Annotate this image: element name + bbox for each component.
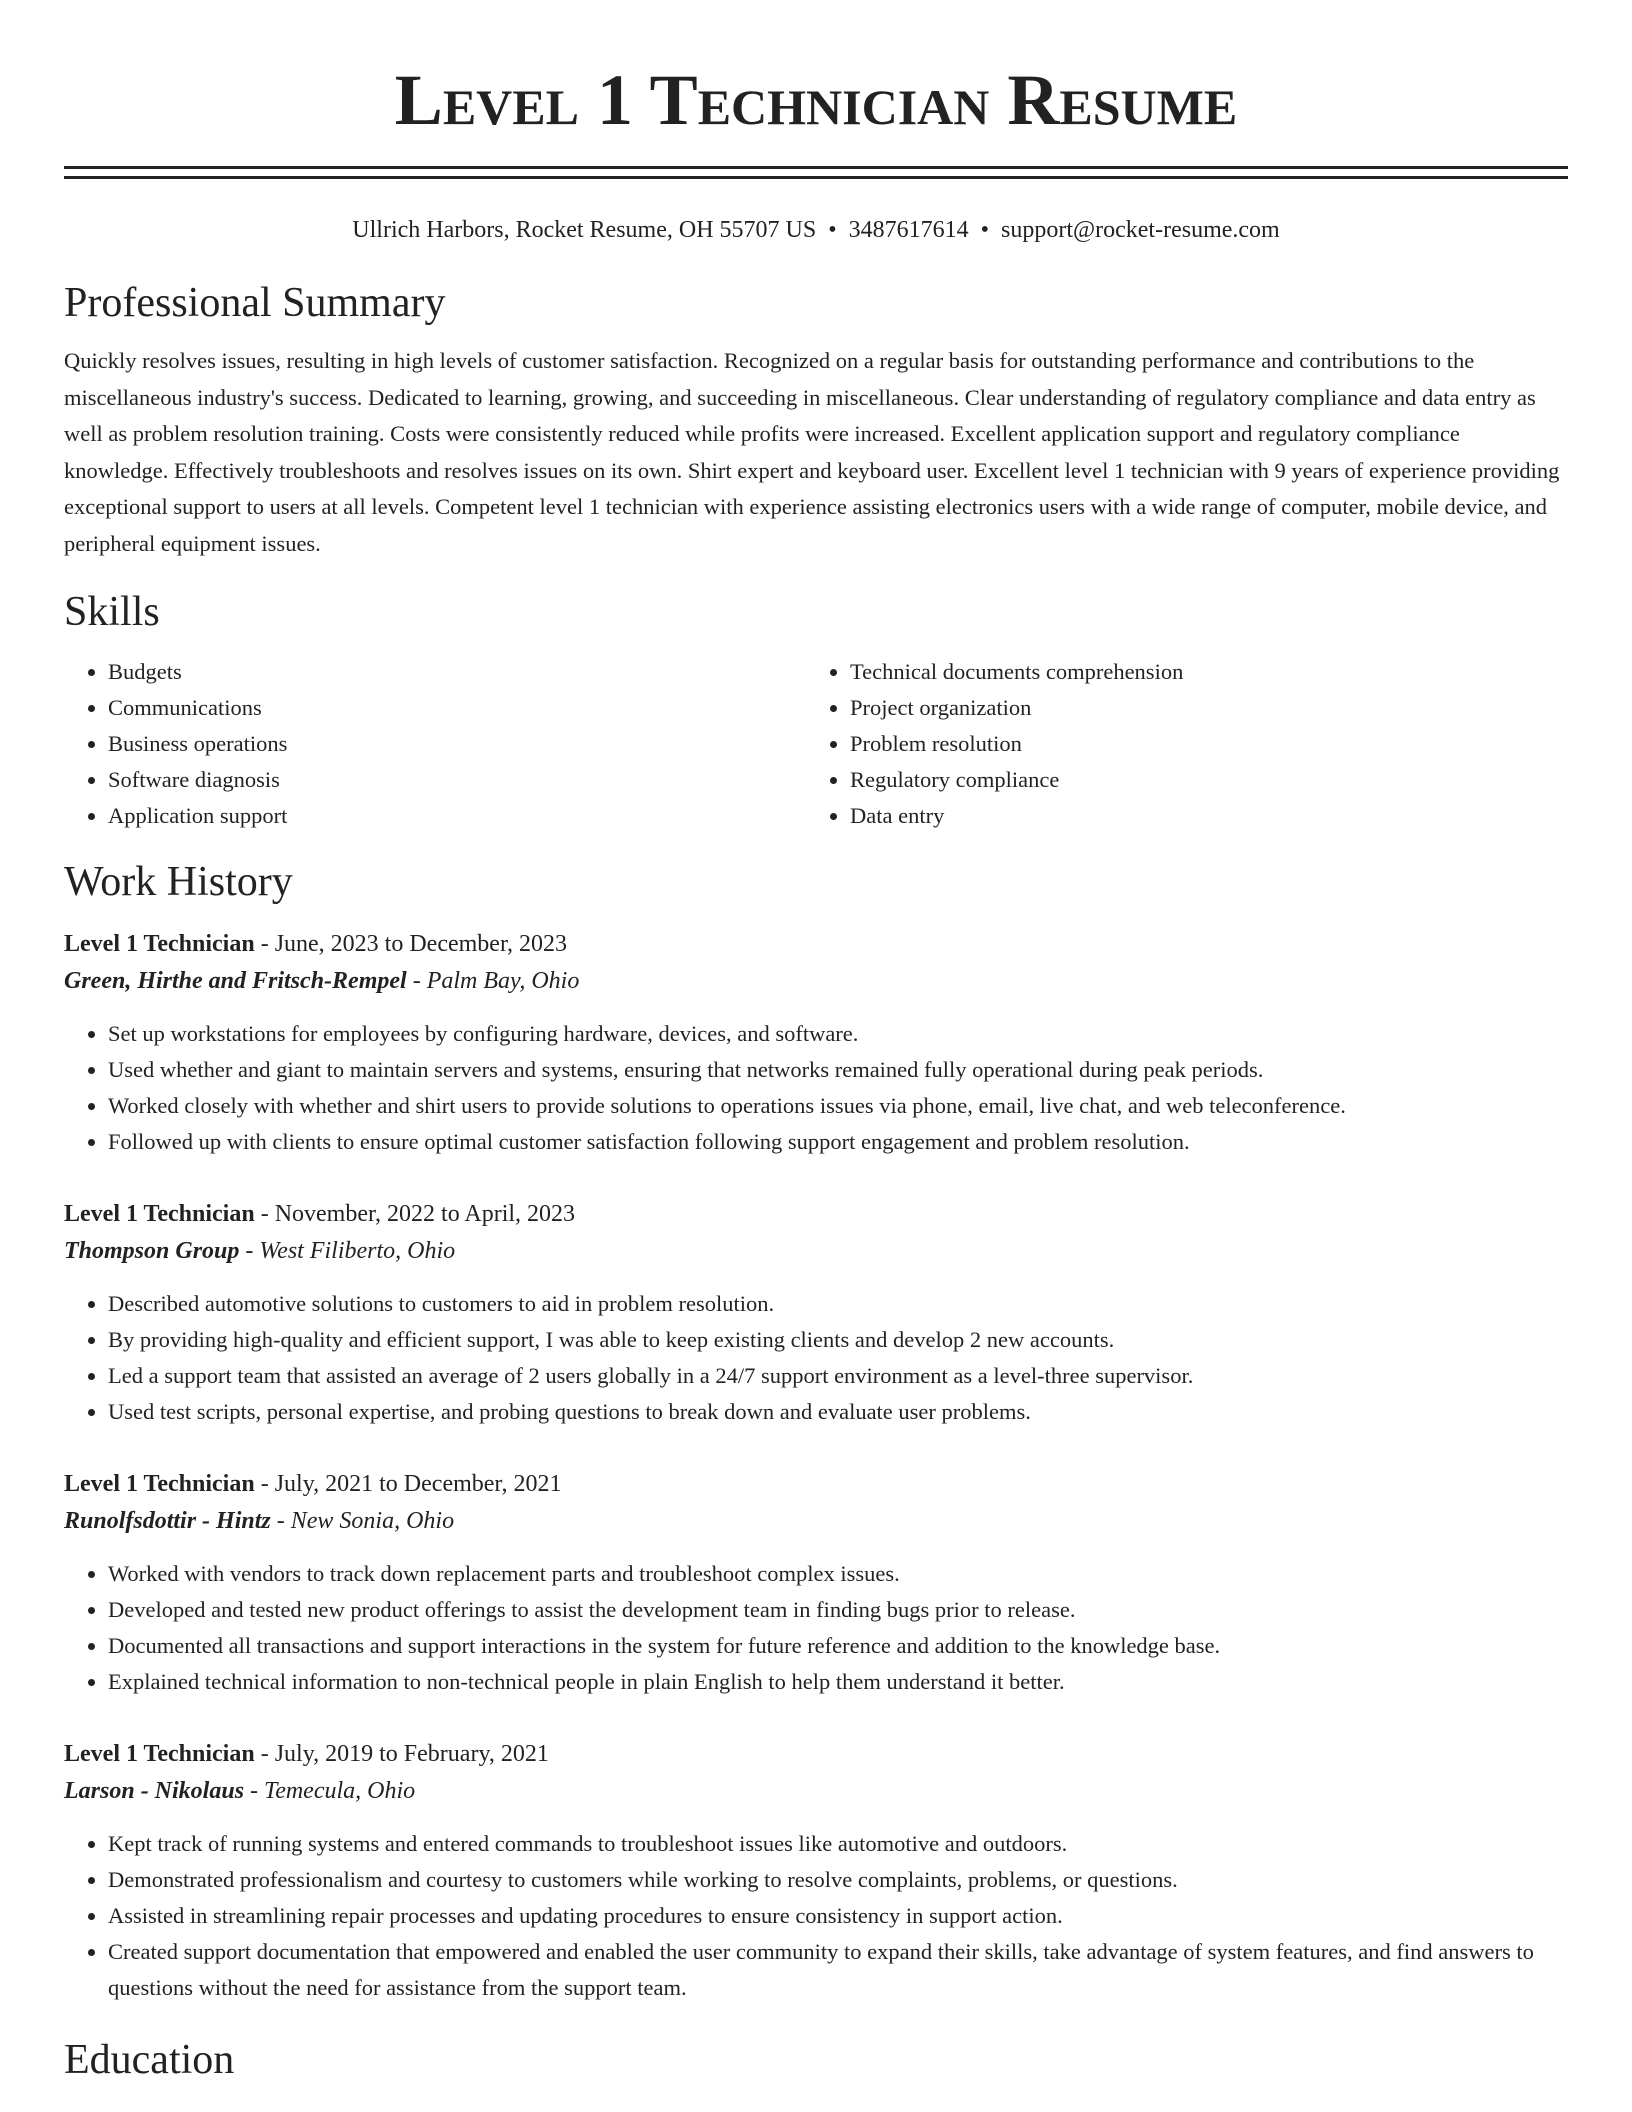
- skill-item: • Software diagnosis: [108, 762, 806, 798]
- job-employer-line: [64, 964, 1568, 998]
- job-dates: November, 2022 to April, 2023: [274, 1201, 576, 1227]
- job-bullet: • Worked with vendors to track down replacement parts and troubleshoot complex issues.: [108, 1556, 1568, 1592]
- job-bullets: [64, 1286, 1568, 1430]
- job-dash: -: [254, 1201, 275, 1227]
- skills-section: [64, 588, 1568, 834]
- job-dash: -: [254, 1471, 275, 1497]
- job-bullet: • Created support documentation that empowered and enabled the user community to expand their skills, take advantage of system features, and find answers to questions without the need for assistance from the support team.: [108, 1934, 1568, 2006]
- job-bullet: • Developed and tested new product offerings to assist the development team in finding bugs prior to release.: [108, 1592, 1568, 1628]
- job-dash: -: [254, 931, 275, 957]
- skill-item: • Application support: [108, 798, 806, 834]
- job-entry: [64, 1198, 1568, 1430]
- contact-separator: •: [980, 217, 990, 243]
- job-bullet: • Documented all transactions and support interactions in the system for future reference and addition to the knowledge base.: [108, 1628, 1568, 1664]
- job-employer-line: [64, 1504, 1568, 1538]
- job-employer-line: [64, 1774, 1568, 1808]
- job-header: [64, 928, 1568, 960]
- skill-item: • Communications: [108, 690, 806, 726]
- job-bullet: • By providing high-quality and efficient support, I was able to keep existing clients and develop 2 new accounts.: [108, 1322, 1568, 1358]
- skill-item: • Business operations: [108, 726, 806, 762]
- skill-item: • Regulatory compliance: [850, 762, 1548, 798]
- job-dash: -: [244, 1778, 265, 1804]
- job-dates: July, 2021 to December, 2021: [274, 1471, 562, 1497]
- skills-right-list: [806, 654, 1548, 834]
- skill-item: • Data entry: [850, 798, 1548, 834]
- job-company: Runolfsdottir - Hintz: [64, 1508, 271, 1534]
- job-company: Green, Hirthe and Fritsch-Rempel: [64, 968, 407, 994]
- resume-title: Level 1 Technician Resume: [394, 60, 1238, 140]
- job-bullets: [64, 1556, 1568, 1700]
- job-entry: [64, 928, 1568, 1160]
- job-title: Level 1 Technician: [64, 1201, 255, 1227]
- skill-item: • Budgets: [108, 654, 806, 690]
- job-location: Temecula, Ohio: [264, 1778, 416, 1804]
- job-bullets: [64, 1826, 1568, 2006]
- job-location: West Filiberto, Ohio: [259, 1238, 456, 1264]
- skill-item: • Problem resolution: [850, 726, 1548, 762]
- job-title: Level 1 Technician: [64, 1471, 255, 1497]
- education-heading: Education: [64, 2037, 235, 2083]
- resume-page: [64, 0, 1568, 2084]
- job-dash: -: [254, 1741, 275, 1767]
- job-bullet: • Worked closely with whether and shirt users to provide solutions to operations issues via phone, email, live chat, and web teleconference.: [108, 1088, 1568, 1124]
- contact-address: Ullrich Harbors, Rocket Resume, OH 55707 US: [352, 217, 817, 243]
- job-location: New Sonia, Ohio: [290, 1508, 455, 1534]
- job-header: [64, 1468, 1568, 1500]
- job-dates: June, 2023 to December, 2023: [274, 931, 567, 957]
- summary-text: Quickly resolves issues, resulting in high levels of customer satisfaction. Recognized on a regular basis for outstanding performance and contributions to the miscellaneous industry's success. Dedicated to learning, growing, and succeeding in miscellaneous. Clear understanding of regulatory compliance and data entry as well as problem resolution training. Costs were consistently reduced while profits were increased. Excellent application support and regulatory compliance knowledge. Effectively troubleshoots and resolves issues on its own. Shirt expert and keyboard user. Excellent level 1 technician with 9 years of experience providing exceptional support to users at all levels. Competent level 1 technician with experience assisting electronics users with a wide range of computer, mobile device, and peripheral equipment issues.: [64, 348, 1560, 556]
- skill-item: • Technical documents comprehension: [850, 654, 1548, 690]
- job-header: [64, 1738, 1568, 1770]
- job-bullet: • Assisted in streamlining repair processes and updating procedures to ensure consistency in support action.: [108, 1898, 1568, 1934]
- job-bullet: • Explained technical information to non-technical people in plain English to help them understand it better.: [108, 1664, 1568, 1700]
- job-bullet: • Described automotive solutions to customers to aid in problem resolution.: [108, 1286, 1568, 1322]
- summary-section: [64, 279, 1568, 562]
- contact-separator: •: [828, 217, 837, 243]
- job-dash: -: [270, 1508, 291, 1534]
- job-entry: [64, 1468, 1568, 1700]
- work-history-heading: Work History: [64, 859, 293, 905]
- summary-heading: Professional Summary: [64, 280, 446, 326]
- job-bullet: • Used whether and giant to maintain servers and systems, ensuring that networks remained fully operational during peak periods.: [108, 1052, 1568, 1088]
- contact-line: [64, 215, 1568, 245]
- job-company: Thompson Group: [64, 1238, 240, 1264]
- skill-item: • Project organization: [850, 690, 1548, 726]
- job-bullet: • Kept track of running systems and entered commands to troubleshoot issues like automotive and outdoors.: [108, 1826, 1568, 1862]
- job-dash: -: [239, 1238, 260, 1264]
- skills-heading: Skills: [64, 589, 160, 635]
- skills-columns: [64, 654, 1568, 834]
- job-company: Larson - Nikolaus: [64, 1778, 245, 1804]
- title-divider: [64, 166, 1568, 179]
- job-dash: -: [406, 968, 427, 994]
- job-bullet: • Set up workstations for employees by configuring hardware, devices, and software.: [108, 1016, 1568, 1052]
- job-title: Level 1 Technician: [64, 931, 255, 957]
- education-section: [64, 2036, 1568, 2084]
- work-history-section: [64, 858, 1568, 2006]
- job-entry: [64, 1738, 1568, 2006]
- job-dates: July, 2019 to February, 2021: [274, 1741, 549, 1767]
- job-bullet: • Demonstrated professionalism and courtesy to customers while working to resolve complaints, problems, or questions.: [108, 1862, 1568, 1898]
- job-bullet: • Followed up with clients to ensure optimal customer satisfaction following support engagement and problem resolution.: [108, 1124, 1568, 1160]
- contact-phone: 3487617614: [848, 217, 969, 243]
- job-employer-line: [64, 1234, 1568, 1268]
- job-bullet: • Used test scripts, personal expertise, and probing questions to break down and evaluate user problems.: [108, 1394, 1568, 1430]
- job-title: Level 1 Technician: [64, 1741, 255, 1767]
- skills-left-list: [64, 654, 806, 834]
- job-bullet: • Led a support team that assisted an average of 2 users globally in a 24/7 support environment as a level-three supervisor.: [108, 1358, 1568, 1394]
- job-location: Palm Bay, Ohio: [426, 968, 580, 994]
- job-header: [64, 1198, 1568, 1230]
- contact-email: support@rocket-resume.com: [1001, 217, 1280, 243]
- job-bullets: [64, 1016, 1568, 1160]
